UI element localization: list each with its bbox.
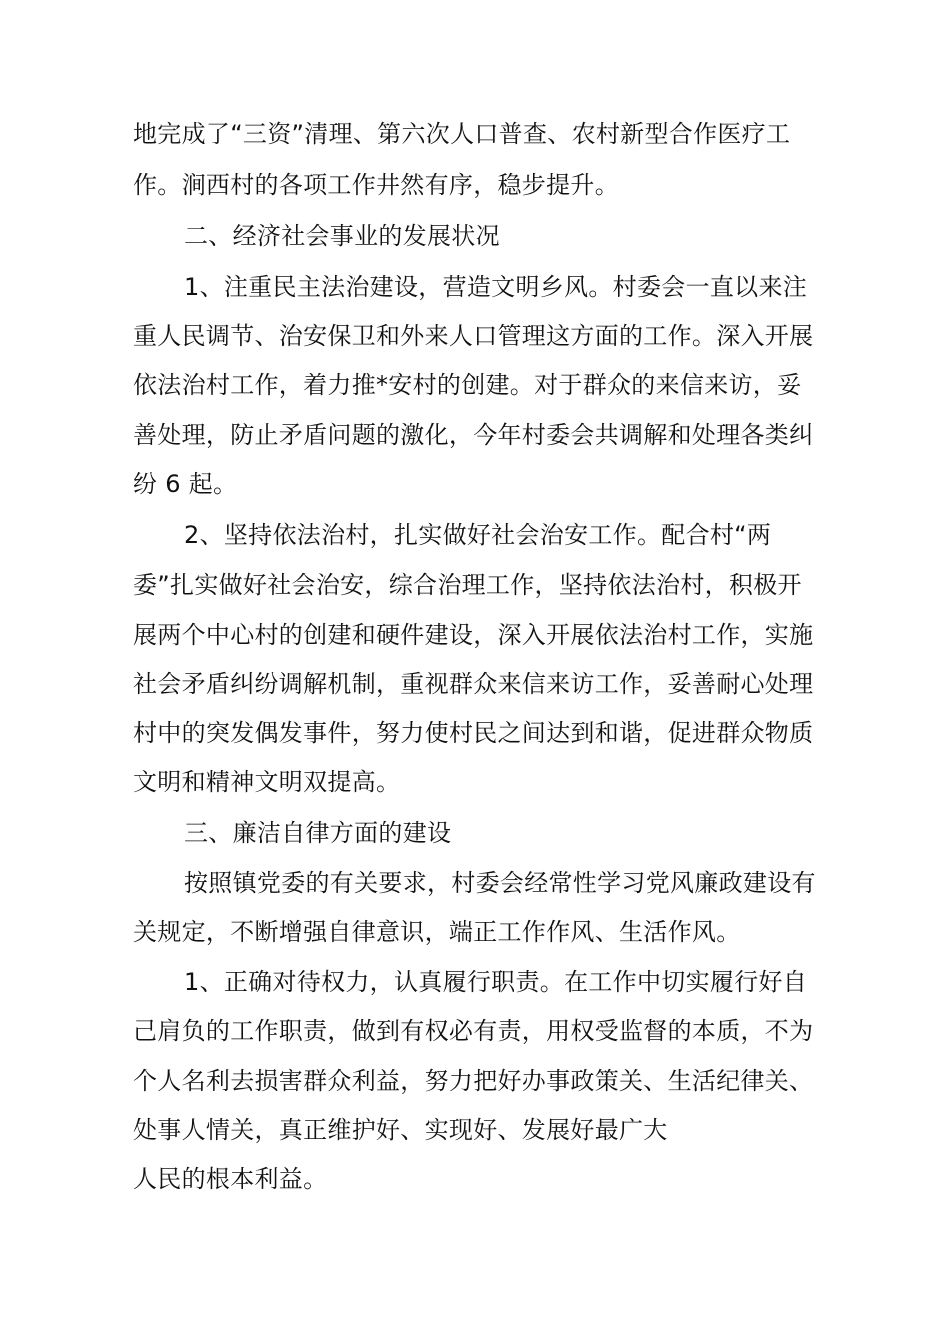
text-line: 展两个中心村的创建和硬件建设，深入开展依法治村工作，实施 [133, 621, 814, 649]
text-line: 按照镇党委的有关要求，村委会经常性学习党风廉政建设有 [184, 869, 816, 897]
text-line: 己肩负的工作职责，做到有权必有责，用权受监督的本质，不为 [133, 1017, 814, 1045]
text-line: 依法治村工作，着力推*安村的创建。对于群众的来信来访，妥 [133, 371, 802, 399]
text-line: 文明和精神文明双提高。 [133, 768, 401, 796]
text-line: 1、正确对待权力，认真履行职责。在工作中切实履行好自 [184, 968, 808, 996]
text-line: 委”扎实做好社会治安，综合治理工作，坚持依法治村，积极开 [133, 571, 802, 599]
text-line: 人民的根本利益。 [133, 1165, 328, 1193]
text-line: 地完成了“三资”清理、第六次人口普查、农村新型合作医疗工 [133, 120, 791, 148]
text-line: 重人民调节、治安保卫和外来人口管理这方面的工作。深入开展 [133, 322, 814, 350]
text-line: 1、注重民主法治建设，营造文明乡风。村委会一直以来注 [184, 273, 808, 301]
text-line: 社会矛盾纠纷调解机制，重视群众来信来访工作，妥善耐心处理 [133, 670, 814, 698]
text-line: 村中的突发偶发事件，努力使村民之间达到和谐，促进群众物质 [133, 719, 814, 747]
text-line: 个人名利去损害群众利益，努力把好办事政策关、生活纪律关、 [133, 1067, 814, 1095]
section-heading: 三、廉洁自律方面的建设 [184, 819, 452, 847]
text-line: 处事人情关，真正维护好、实现好、发展好最广大 [133, 1116, 668, 1144]
text-line: 善处理，防止矛盾问题的激化，今年村委会共调解和处理各类纠 [133, 421, 814, 449]
text-line: 2、坚持依法治村，扎实做好社会治安工作。配合村“两 [184, 521, 772, 549]
text-line: 关规定，不断增强自律意识，端正工作作风、生活作风。 [133, 918, 741, 946]
text-line: 作。涧西村的各项工作井然有序，稳步提升。 [133, 171, 619, 199]
text-line: 纷 6 起。 [133, 470, 238, 498]
section-heading: 二、经济社会事业的发展状况 [184, 222, 500, 250]
